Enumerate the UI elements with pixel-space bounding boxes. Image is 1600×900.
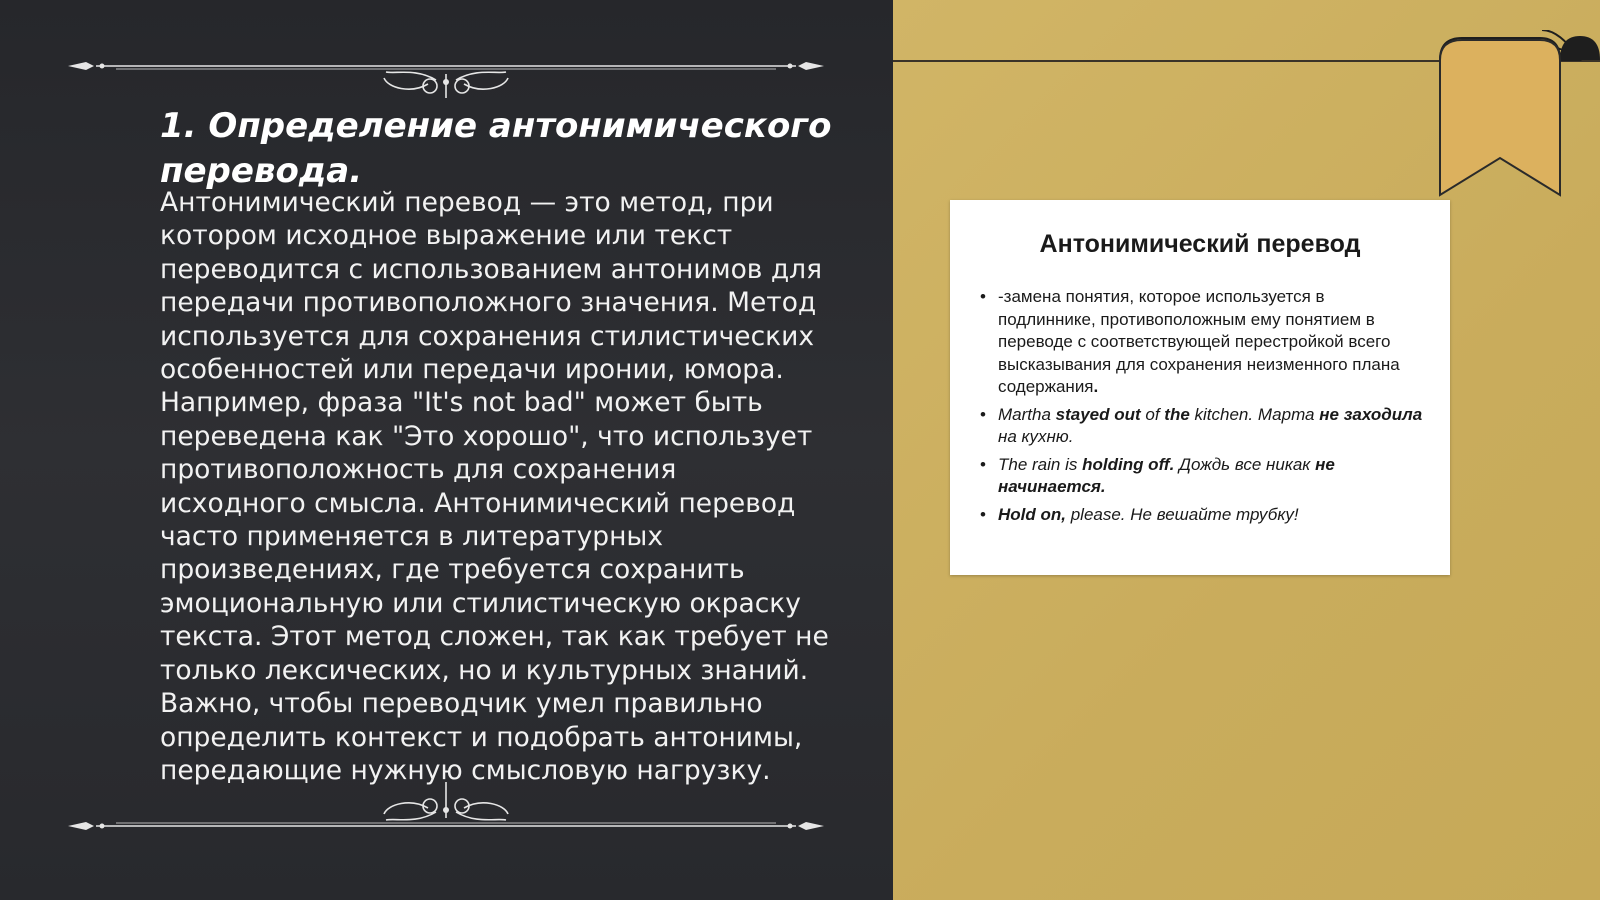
list-item: • Martha stayed out of the kitchen. Марта не заходила на кухню. xyxy=(978,404,1426,449)
list-item: • -замена понятия, которое используется в подлиннике, противоположным ему понятием в переводе с соответствующей перестройкой всего высказывания для сохранения неизменного плана содержания. xyxy=(978,286,1426,399)
list-item: • Hold on, please. Не вешайте трубку! xyxy=(978,504,1426,527)
definition-card xyxy=(950,200,1450,575)
list-item: • The rain is holding off. Дождь все никак не начинается. xyxy=(978,454,1426,499)
slide-title: 1. Определение антонимического перевода. xyxy=(160,106,832,191)
card-title: Антонимический перевод xyxy=(1039,230,1361,258)
slide-body-text: Антонимический перевод — это метод, при котором исходное выражение или текст переводится с использованием антонимов для передачи противоположного значения. Метод используется для сохранения стилистических особенностей или передачи иронии, юмора. Например, фраза "It's not bad" может быть переведена как "Это хорошо", что использует противоположность для сохранения исходного смысла. Антонимический перевод часто применяется в литературных произведениях, где требуется сохранить эмоциональную или стилистическую окраску текста. Этот метод сложен, так как требует не только лексических, но и культурных знаний. Важно, чтобы переводчик умел правильно определить контекст и подобрать антонимы, передающие нужную смысловую нагрузку. xyxy=(160,187,829,786)
card-bullet-list xyxy=(978,286,1426,531)
bookmark-ribbon-icon xyxy=(1430,30,1600,200)
bottom-ornament-divider xyxy=(66,780,826,840)
top-ornament-divider xyxy=(66,38,826,98)
